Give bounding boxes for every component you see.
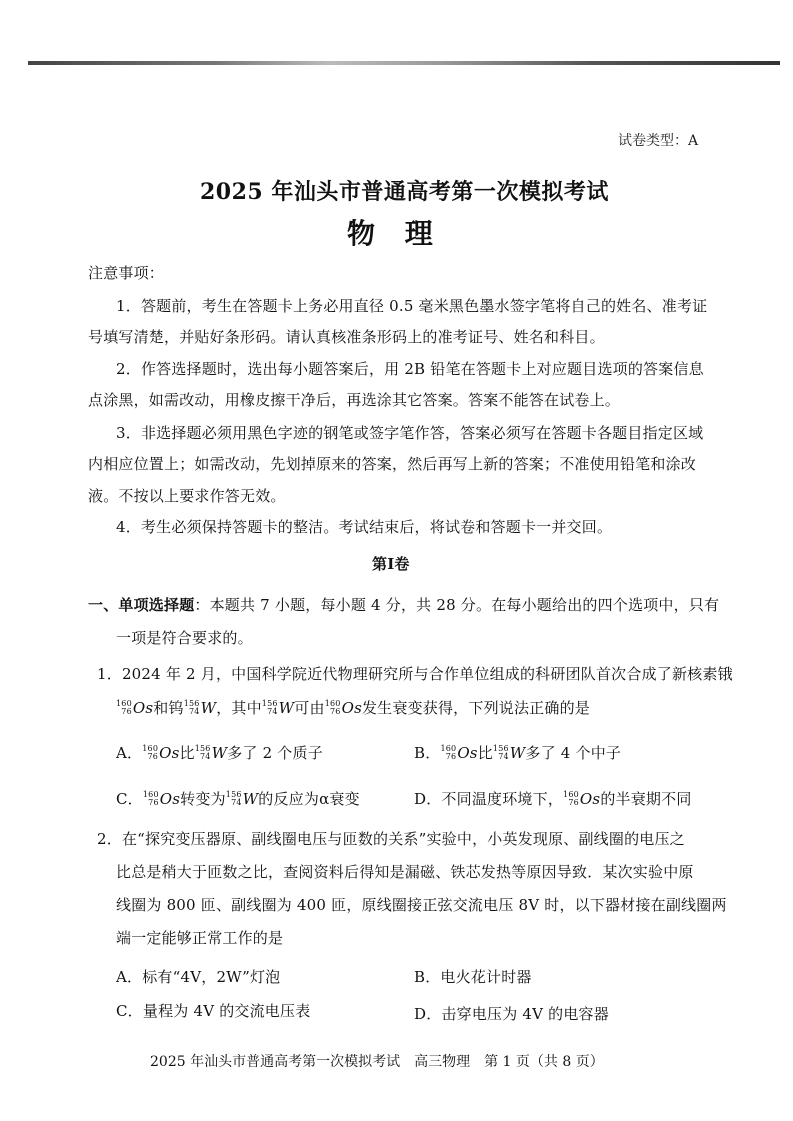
notice-heading: 注意事项：	[88, 264, 165, 282]
part-title-line2: 一项是符合要求的。	[116, 629, 253, 647]
top-border-line	[28, 61, 780, 65]
notice-line: 2．作答选择题时，选出每小题答案后，用 2B 铅笔在答题卡上对应题目选项的答案信息	[116, 360, 704, 378]
nuclide-os: 160 76 Os	[116, 699, 154, 717]
part-title-label: 一、单项选择题	[88, 596, 195, 614]
q2-stem-line: 端一定能够正常工作的是	[116, 929, 284, 947]
q2-stem-line: 线圈为 800 匝、副线圈为 400 匝，原线圈接正弦交流电压 8V 时，以下器材接在副线圈两	[116, 896, 727, 914]
notice-line: 1．答题前，考生在答题卡上务必用直径 0.5 毫米黑色墨水签字笔将自己的姓名、准考证	[116, 297, 708, 315]
notice-line: 3．非选择题必须用黑色字迹的钢笔或签字笔作答，答案必须写在答题卡各题目指定区域	[116, 424, 704, 442]
q2-option-b[interactable]: B．电火花计时器	[414, 968, 532, 986]
notice-line: 液。不按以上要求作答无效。	[88, 487, 286, 505]
q2-option-d[interactable]: D．击穿电压为 4V 的电容器	[414, 1005, 609, 1023]
q2-option-c[interactable]: C．量程为 4V 的交流电压表	[116, 1002, 311, 1020]
volume-heading: 第Ⅰ卷	[372, 555, 410, 573]
nuclide-w: 156 74 W	[261, 699, 295, 717]
part-title	[88, 594, 719, 615]
paper-type-label: 试卷类型：A	[618, 133, 699, 149]
page-footer: 2025 年汕头市普通高考第一次模拟考试 高三物理 第 1 页（共 8 页）	[150, 1054, 604, 1070]
q1-option-d[interactable]: D．不同温度环境下， 160 76 Os的半衰期不同	[414, 790, 692, 808]
q2-stem-line: 2．在“探究变压器原、副线圈电压与匝数的关系”实验中，小英发现原、副线圈的电压之	[97, 830, 685, 848]
notice-line: 4．考生必须保持答题卡的整洁。考试结束后，将试卷和答题卡一并交回。	[116, 518, 613, 536]
q1-option-a[interactable]: A． 160 76 Os比 156 74 W多了 2 个质子	[116, 744, 323, 762]
q1-stem-line1: 1．2024 年 2 月，中国科学院近代物理研究所与合作单位组成的科研团队首次合成了新核素锇	[97, 665, 733, 683]
q1-option-b[interactable]: B． 160 76 Os比 156 74 W多了 4 个中子	[414, 744, 622, 762]
q1-stem-line2: 160 76 Os和钨 156 74 W，其中 156 74 W可由 160 76 Os发生衰变获得，下列说法正确的是	[116, 699, 590, 717]
part-title-desc: ：本题共 7 小题，每小题 4 分，共 28 分。在每小题给出的四个选项中，只有	[194, 596, 720, 614]
q1-option-c[interactable]: C． 160 76 Os转变为 156 74 W的反应为α衰变	[116, 790, 360, 808]
nuclide-w: 156 74 W	[183, 699, 217, 717]
q2-option-a[interactable]: A．标有“4V，2W”灯泡	[116, 968, 281, 986]
notice-line: 点涂黑，如需改动，用橡皮擦干净后，再选涂其它答案。答案不能答在试卷上。	[88, 391, 621, 409]
notice-line: 内相应位置上；如需改动，先划掉原来的答案，然后再写上新的答案；不准使用铅笔和涂改	[88, 455, 697, 473]
notice-line: 号填写清楚，并贴好条形码。请认真核准条形码上的准考证号、姓名和科目。	[88, 328, 605, 346]
exam-title: 2025 年汕头市普通高考第一次模拟考试	[200, 179, 609, 205]
nuclide-os: 160 76 Os	[324, 699, 362, 717]
subject-title: 物 理	[347, 217, 443, 250]
q2-stem-line: 比总是稍大于匝数之比，查阅资料后得知是漏磁、铁芯发热等原因导致．某次实验中原	[116, 863, 694, 881]
